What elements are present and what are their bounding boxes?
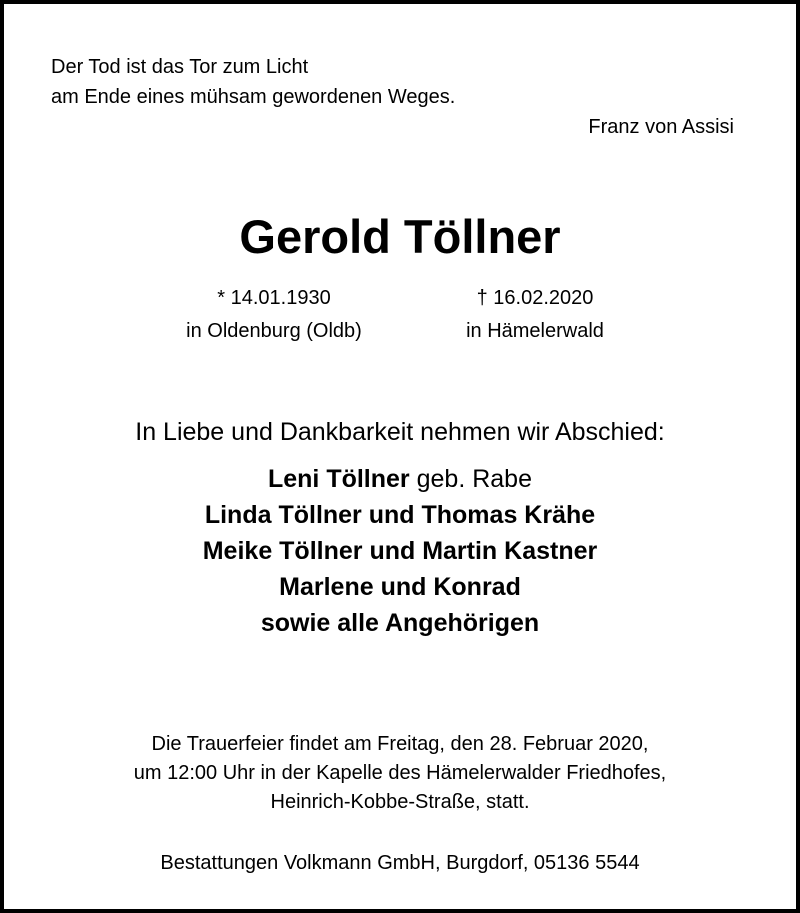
birth-date: * 14.01.1930 xyxy=(217,287,331,309)
mourner-line: Linda Töllner und Thomas Krähe xyxy=(204,501,596,529)
death-date: † 16.02.2020 xyxy=(476,287,594,309)
ceremony-line: Die Trauerfeier findet am Freitag, den 28. Februar 2020, xyxy=(151,733,649,755)
deceased-name: Gerold Töllner xyxy=(239,210,561,263)
death-place: in Hämelerwald xyxy=(466,320,604,342)
ceremony-line: um 12:00 Uhr in der Kapelle des Hämelerwalder Friedhofes, xyxy=(133,762,667,784)
undertaker-contact: Bestattungen Volkmann GmbH, Burgdorf, 05136 5544 xyxy=(160,852,640,874)
quote-line: am Ende eines mühsam gewordenen Weges. xyxy=(51,86,456,108)
mourner-line xyxy=(4,461,796,497)
mourner-line: Meike Töllner und Martin Kastner xyxy=(202,537,598,565)
quote-line: Der Tod ist das Tor zum Licht xyxy=(51,56,309,78)
birth-info xyxy=(144,282,404,348)
quote-author: Franz von Assisi xyxy=(588,116,734,138)
farewell-text: In Liebe und Dankbarkeit nehmen wir Abschied: xyxy=(135,418,665,446)
death-info xyxy=(405,282,665,348)
birth-place: in Oldenburg (Oldb) xyxy=(186,320,362,342)
mourner-line: sowie alle Angehörigen xyxy=(260,609,540,637)
mourner-line: Marlene und Konrad xyxy=(279,573,521,601)
quote xyxy=(51,52,455,112)
ceremony-info xyxy=(4,730,796,817)
mourner-maiden-name: geb. Rabe xyxy=(409,465,532,493)
mourner-name: Leni Töllner xyxy=(267,465,410,493)
ceremony-line: Heinrich-Kobbe-Straße, statt. xyxy=(270,791,530,813)
mourners-list xyxy=(4,461,796,641)
